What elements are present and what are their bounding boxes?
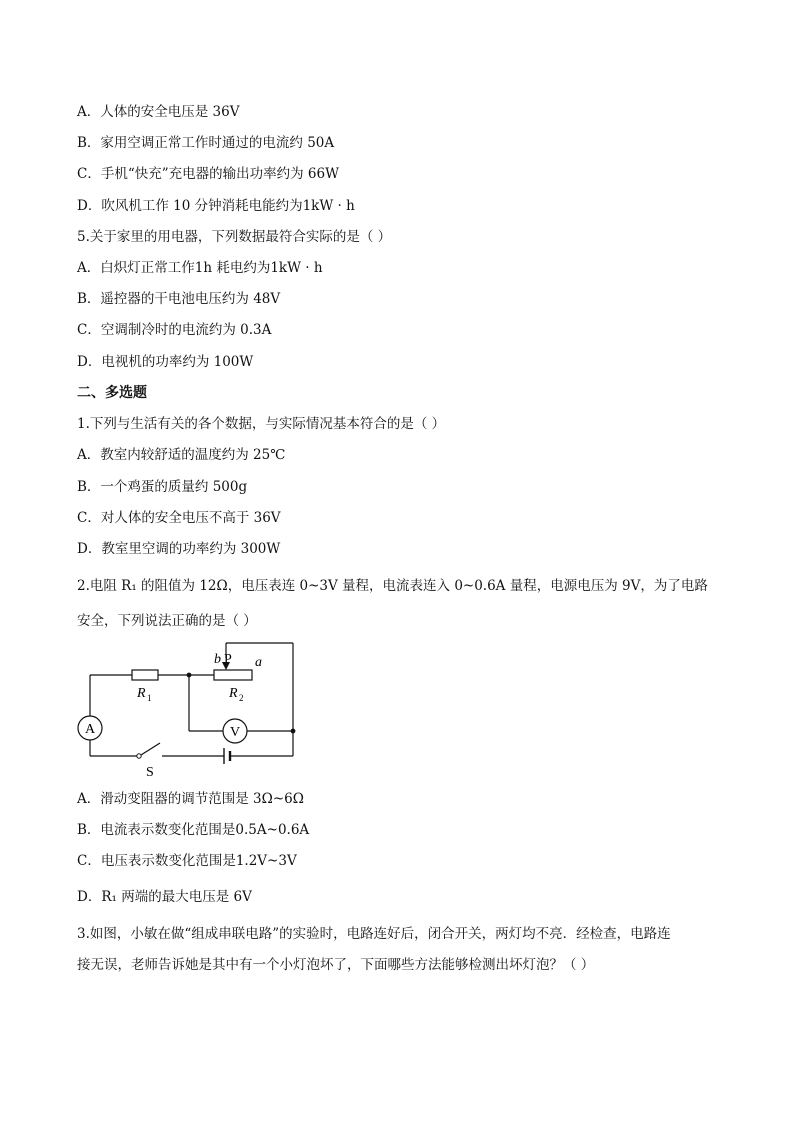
m2-stem-line2: 安全，下列说法正确的是（ ） xyxy=(77,613,257,629)
resistor-r1 xyxy=(132,670,158,680)
q4-option-a: A．人体的安全电压是 36V xyxy=(77,104,240,120)
junction-dot xyxy=(187,673,192,678)
label-r2-sub: 2 xyxy=(239,693,244,703)
m2-option-a: A．滑动变阻器的调节范围是 3Ω~6Ω xyxy=(77,791,304,807)
m2-stem-line1: 2.电阻 R₁ 的阻值为 12Ω，电压表连 0~3V 量程，电流表连入 0~0.6A 量程，电源电压为 9V，为了电路 xyxy=(77,578,708,594)
q5-stem: 5.关于家里的用电器，下列数据最符合实际的是（ ） xyxy=(77,229,392,245)
m3-stem-line2: 接无误，老师告诉她是其中有一个小灯泡坏了，下面哪些方法能够检测出坏灯泡？（ ） xyxy=(77,957,595,973)
label-p: P xyxy=(224,652,232,667)
m2-option-d: D．R₁ 两端的最大电压是 6V xyxy=(77,889,252,905)
m1-option-c: C．对人体的安全电压不高于 36V xyxy=(77,510,281,526)
label-r2: R xyxy=(229,686,238,701)
ammeter-label: A xyxy=(84,722,96,737)
section-title: 二、多选题 xyxy=(77,385,147,401)
m1-option-a: A．教室内较舒适的温度约为 25℃ xyxy=(77,447,286,463)
label-a: a xyxy=(255,655,262,670)
q5-option-a: A．白炽灯正常工作1h 耗电约为1kW · h xyxy=(77,260,323,276)
q5-option-b: B．遥控器的干电池电压约为 48V xyxy=(77,291,281,307)
q4-option-c: C．手机“快充”充电器的输出功率约为 66W xyxy=(77,166,339,182)
voltmeter-label: V xyxy=(229,725,241,740)
label-r1-sub: 1 xyxy=(147,693,152,703)
m1-stem: 1.下列与生活有关的各个数据，与实际情况基本符合的是（ ） xyxy=(77,416,446,432)
switch-label: S xyxy=(146,765,154,780)
circuit-diagram xyxy=(72,640,332,780)
q4-option-b: B．家用空调正常工作时通过的电流约 50A xyxy=(77,135,335,151)
m1-option-b: B．一个鸡蛋的质量约 500g xyxy=(77,479,248,495)
label-r1: R xyxy=(137,686,146,701)
m2-option-b: B．电流表示数变化范围是0.5A~0.6A xyxy=(77,822,310,838)
resistor-r2 xyxy=(214,670,252,680)
switch-contact xyxy=(137,754,141,758)
q4-option-d: D．吹风机工作 10 分钟消耗电能约为1kW · h xyxy=(77,198,355,214)
switch-lever xyxy=(141,743,160,755)
m2-option-c: C．电压表示数变化范围是1.2V~3V xyxy=(77,853,297,869)
label-b: b xyxy=(214,652,221,667)
m3-stem-line1: 3.如图，小敏在做“组成串联电路”的实验时，电路连好后，闭合开关，两灯均不亮．经检查，电路连 xyxy=(77,926,671,942)
m1-option-d: D．教室里空调的功率约为 300W xyxy=(77,541,281,557)
q5-option-c: C．空调制冷时的电流约为 0.3A xyxy=(77,322,272,338)
junction-dot xyxy=(291,729,296,734)
q5-option-d: D．电视机的功率约为 100W xyxy=(77,354,254,370)
